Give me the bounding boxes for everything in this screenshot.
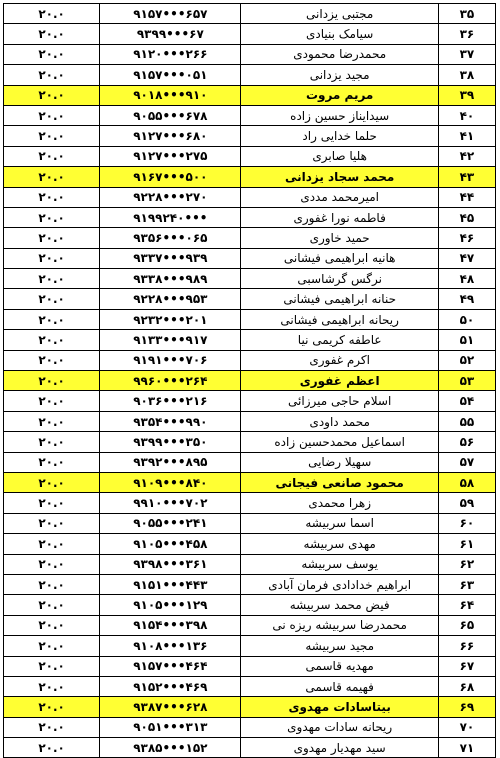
table-row bbox=[4, 289, 496, 309]
name-cell: فاطمه نورا غفوری bbox=[241, 207, 438, 227]
phone-cell: ۹۱۰۵•••۱۲۹ bbox=[100, 595, 241, 615]
name-cell: فهیمه قاسمی bbox=[241, 676, 438, 696]
name-cell: ریحانه ابراهیمی فیشانی bbox=[241, 309, 438, 329]
phone-cell: ۹۱۵۷•••۴۶۴ bbox=[100, 656, 241, 676]
amount-cell: ۲۰.۰ bbox=[4, 697, 100, 717]
name-cell: اسلام حاجی میرزائی bbox=[241, 391, 438, 411]
amount-cell: ۲۰.۰ bbox=[4, 534, 100, 554]
document-page bbox=[3, 3, 496, 758]
row-number-cell: ۴۴ bbox=[438, 187, 495, 207]
phone-cell: ۹۱۰۵•••۴۵۸ bbox=[100, 534, 241, 554]
amount-cell: ۲۰.۰ bbox=[4, 330, 100, 350]
name-cell: محمود صانعی فیجانی bbox=[241, 472, 438, 492]
name-cell: سیدایناز حسین زاده bbox=[241, 105, 438, 125]
amount-cell: ۲۰.۰ bbox=[4, 738, 100, 758]
row-number-cell: ۵۰ bbox=[438, 309, 495, 329]
row-number-cell: ۴۶ bbox=[438, 228, 495, 248]
phone-cell: ۹۹۶۰•••۲۶۴ bbox=[100, 371, 241, 391]
phone-cell: ۹۱۵۲•••۴۶۹ bbox=[100, 676, 241, 696]
amount-cell: ۲۰.۰ bbox=[4, 44, 100, 64]
phone-cell: ۹۲۲۸•••۲۷۰ bbox=[100, 187, 241, 207]
phone-cell: ۹۰۵۵•••۶۷۸ bbox=[100, 105, 241, 125]
name-cell: سهیلا رضایی bbox=[241, 452, 438, 472]
donors-table bbox=[3, 3, 496, 758]
table-row bbox=[4, 656, 496, 676]
table-row bbox=[4, 350, 496, 370]
phone-cell: ۹۳۹۸•••۳۶۱ bbox=[100, 554, 241, 574]
table-row bbox=[4, 595, 496, 615]
name-cell: اکرم غفوری bbox=[241, 350, 438, 370]
name-cell: عاطفه کریمی نیا bbox=[241, 330, 438, 350]
amount-cell: ۲۰.۰ bbox=[4, 717, 100, 737]
name-cell: یوسف سربیشه bbox=[241, 554, 438, 574]
table-row bbox=[4, 248, 496, 268]
row-number-cell: ۵۸ bbox=[438, 472, 495, 492]
name-cell: هلیا صابری bbox=[241, 146, 438, 166]
phone-cell: ۹۳۵۶•••۰۶۵ bbox=[100, 228, 241, 248]
name-cell: اعظم غفوری bbox=[241, 371, 438, 391]
table-row bbox=[4, 574, 496, 594]
table-row bbox=[4, 472, 496, 492]
table-row bbox=[4, 513, 496, 533]
name-cell: محمد داودی bbox=[241, 411, 438, 431]
row-number-cell: ۴۲ bbox=[438, 146, 495, 166]
amount-cell: ۲۰.۰ bbox=[4, 309, 100, 329]
amount-cell: ۲۰.۰ bbox=[4, 269, 100, 289]
table-row bbox=[4, 554, 496, 574]
amount-cell: ۲۰.۰ bbox=[4, 513, 100, 533]
phone-cell: ۹۱۲۷•••۶۸۰ bbox=[100, 126, 241, 146]
name-cell: ابراهیم خدادادی فرمان آبادی bbox=[241, 574, 438, 594]
table-row bbox=[4, 44, 496, 64]
table-row bbox=[4, 411, 496, 431]
row-number-cell: ۶۵ bbox=[438, 615, 495, 635]
row-number-cell: ۵۵ bbox=[438, 411, 495, 431]
name-cell: فیض محمد سربیشه bbox=[241, 595, 438, 615]
name-cell: سیامک بنیادی bbox=[241, 24, 438, 44]
table-row bbox=[4, 432, 496, 452]
phone-cell: ۹۱۳۳•••۹۱۷ bbox=[100, 330, 241, 350]
phone-cell: ۹۳۹۹•••۳۵۰ bbox=[100, 432, 241, 452]
row-number-cell: ۴۹ bbox=[438, 289, 495, 309]
name-cell: اسماعیل محمدحسین زاده bbox=[241, 432, 438, 452]
name-cell: بیتاسادات مهدوی bbox=[241, 697, 438, 717]
row-number-cell: ۴۵ bbox=[438, 207, 495, 227]
amount-cell: ۲۰.۰ bbox=[4, 228, 100, 248]
row-number-cell: ۶۱ bbox=[438, 534, 495, 554]
amount-cell: ۲۰.۰ bbox=[4, 4, 100, 24]
phone-cell: ۹۰۱۸•••۹۱۰ bbox=[100, 85, 241, 105]
row-number-cell: ۳۷ bbox=[438, 44, 495, 64]
name-cell: هانیه ابراهیمی فیشانی bbox=[241, 248, 438, 268]
table-row bbox=[4, 697, 496, 717]
amount-cell: ۲۰.۰ bbox=[4, 167, 100, 187]
row-number-cell: ۳۹ bbox=[438, 85, 495, 105]
row-number-cell: ۶۴ bbox=[438, 595, 495, 615]
table-row bbox=[4, 676, 496, 696]
amount-cell: ۲۰.۰ bbox=[4, 126, 100, 146]
table-row bbox=[4, 24, 496, 44]
amount-cell: ۲۰.۰ bbox=[4, 371, 100, 391]
phone-cell: ۹۱۵۱•••۴۴۳ bbox=[100, 574, 241, 594]
amount-cell: ۲۰.۰ bbox=[4, 574, 100, 594]
name-cell: حمید خاوری bbox=[241, 228, 438, 248]
phone-cell: ۹۳۹۹•••۶۷ bbox=[100, 24, 241, 44]
row-number-cell: ۵۶ bbox=[438, 432, 495, 452]
row-number-cell: ۵۳ bbox=[438, 371, 495, 391]
phone-cell: ۹۲۳۲•••۲۰۱ bbox=[100, 309, 241, 329]
phone-cell: ۹۱۲۷•••۲۷۵ bbox=[100, 146, 241, 166]
table-row bbox=[4, 371, 496, 391]
amount-cell: ۲۰.۰ bbox=[4, 187, 100, 207]
table-row bbox=[4, 187, 496, 207]
name-cell: سید مهدیار مهدوی bbox=[241, 738, 438, 758]
amount-cell: ۲۰.۰ bbox=[4, 65, 100, 85]
amount-cell: ۲۰.۰ bbox=[4, 636, 100, 656]
phone-cell: ۹۱۵۴•••۳۹۸ bbox=[100, 615, 241, 635]
table-row bbox=[4, 207, 496, 227]
row-number-cell: ۴۷ bbox=[438, 248, 495, 268]
phone-cell: ۹۱۵۷•••۰۵۱ bbox=[100, 65, 241, 85]
row-number-cell: ۶۷ bbox=[438, 656, 495, 676]
amount-cell: ۲۰.۰ bbox=[4, 350, 100, 370]
phone-cell: ۹۱۶۷•••۵۰۰ bbox=[100, 167, 241, 187]
row-number-cell: ۴۳ bbox=[438, 167, 495, 187]
phone-cell: ۹۳۳۷•••۹۳۹ bbox=[100, 248, 241, 268]
row-number-cell: ۶۸ bbox=[438, 676, 495, 696]
amount-cell: ۲۰.۰ bbox=[4, 554, 100, 574]
row-number-cell: ۶۲ bbox=[438, 554, 495, 574]
phone-cell: ۹۳۵۴•••۹۹۰ bbox=[100, 411, 241, 431]
table-row bbox=[4, 167, 496, 187]
name-cell: محمد سجاد یزدانی bbox=[241, 167, 438, 187]
table-row bbox=[4, 636, 496, 656]
amount-cell: ۲۰.۰ bbox=[4, 391, 100, 411]
row-number-cell: ۵۹ bbox=[438, 493, 495, 513]
phone-cell: ۹۱۵۷•••۶۵۷ bbox=[100, 4, 241, 24]
amount-cell: ۲۰.۰ bbox=[4, 207, 100, 227]
table-row bbox=[4, 534, 496, 554]
amount-cell: ۲۰.۰ bbox=[4, 24, 100, 44]
row-number-cell: ۳۶ bbox=[438, 24, 495, 44]
phone-cell: ۹۱۰۹•••۸۴۰ bbox=[100, 472, 241, 492]
table-row bbox=[4, 65, 496, 85]
row-number-cell: ۵۴ bbox=[438, 391, 495, 411]
amount-cell: ۲۰.۰ bbox=[4, 432, 100, 452]
table-row bbox=[4, 269, 496, 289]
name-cell: حلما خدایی راد bbox=[241, 126, 438, 146]
phone-cell: ۹۲۲۸•••۹۵۳ bbox=[100, 289, 241, 309]
phone-cell: ۹۱۲۰•••۲۶۶ bbox=[100, 44, 241, 64]
row-number-cell: ۴۰ bbox=[438, 105, 495, 125]
phone-cell: ۹۳۸۵•••۱۵۲ bbox=[100, 738, 241, 758]
phone-cell: ۹۰۵۵•••۲۴۱ bbox=[100, 513, 241, 533]
amount-cell: ۲۰.۰ bbox=[4, 452, 100, 472]
amount-cell: ۲۰.۰ bbox=[4, 676, 100, 696]
amount-cell: ۲۰.۰ bbox=[4, 289, 100, 309]
row-number-cell: ۳۵ bbox=[438, 4, 495, 24]
table-row bbox=[4, 85, 496, 105]
table-row bbox=[4, 309, 496, 329]
name-cell: حنانه ابراهیمی فیشانی bbox=[241, 289, 438, 309]
amount-cell: ۲۰.۰ bbox=[4, 85, 100, 105]
name-cell: ریحانه سادات مهدوی bbox=[241, 717, 438, 737]
name-cell: مجید یزدانی bbox=[241, 65, 438, 85]
amount-cell: ۲۰.۰ bbox=[4, 146, 100, 166]
phone-cell: ۹۰۵۱•••۳۱۳ bbox=[100, 717, 241, 737]
row-number-cell: ۷۰ bbox=[438, 717, 495, 737]
row-number-cell: ۴۱ bbox=[438, 126, 495, 146]
phone-cell: ۹۳۸۷•••۶۲۸ bbox=[100, 697, 241, 717]
phone-cell: ۹۹۱۰•••۷۰۲ bbox=[100, 493, 241, 513]
phone-cell: ۹۱۹۱•••۷۰۶ bbox=[100, 350, 241, 370]
phone-cell: ۹۰۳۶•••۲۱۶ bbox=[100, 391, 241, 411]
row-number-cell: ۵۷ bbox=[438, 452, 495, 472]
amount-cell: ۲۰.۰ bbox=[4, 615, 100, 635]
table-row bbox=[4, 330, 496, 350]
name-cell: امیرمحمد مددی bbox=[241, 187, 438, 207]
table-row bbox=[4, 493, 496, 513]
amount-cell: ۲۰.۰ bbox=[4, 411, 100, 431]
table-row bbox=[4, 452, 496, 472]
phone-cell: ۹۱۰۸•••۱۳۶ bbox=[100, 636, 241, 656]
name-cell: محمدرضا سربیشه ریزه نی bbox=[241, 615, 438, 635]
table-row bbox=[4, 717, 496, 737]
row-number-cell: ۴۸ bbox=[438, 269, 495, 289]
row-number-cell: ۶۹ bbox=[438, 697, 495, 717]
table-row bbox=[4, 391, 496, 411]
row-number-cell: ۳۸ bbox=[438, 65, 495, 85]
name-cell: اسما سربیشه bbox=[241, 513, 438, 533]
phone-cell: ۹۱۹۹۲۴۰••• bbox=[100, 207, 241, 227]
amount-cell: ۲۰.۰ bbox=[4, 656, 100, 676]
table-row bbox=[4, 4, 496, 24]
table-row bbox=[4, 105, 496, 125]
table-row bbox=[4, 615, 496, 635]
row-number-cell: ۵۱ bbox=[438, 330, 495, 350]
row-number-cell: ۷۱ bbox=[438, 738, 495, 758]
name-cell: مهدی سربیشه bbox=[241, 534, 438, 554]
row-number-cell: ۵۲ bbox=[438, 350, 495, 370]
table-row bbox=[4, 738, 496, 758]
amount-cell: ۲۰.۰ bbox=[4, 595, 100, 615]
name-cell: مجید سربیشه bbox=[241, 636, 438, 656]
row-number-cell: ۶۳ bbox=[438, 574, 495, 594]
phone-cell: ۹۳۳۸•••۹۸۹ bbox=[100, 269, 241, 289]
table-row bbox=[4, 228, 496, 248]
donors-table-body bbox=[4, 4, 496, 758]
table-row bbox=[4, 146, 496, 166]
amount-cell: ۲۰.۰ bbox=[4, 493, 100, 513]
name-cell: مریم مروت bbox=[241, 85, 438, 105]
name-cell: مهدیه قاسمی bbox=[241, 656, 438, 676]
row-number-cell: ۶۶ bbox=[438, 636, 495, 656]
phone-cell: ۹۳۹۲•••۸۹۵ bbox=[100, 452, 241, 472]
name-cell: نرگس گرشاسبی bbox=[241, 269, 438, 289]
amount-cell: ۲۰.۰ bbox=[4, 105, 100, 125]
amount-cell: ۲۰.۰ bbox=[4, 472, 100, 492]
name-cell: مجتبی یزدانی bbox=[241, 4, 438, 24]
amount-cell: ۲۰.۰ bbox=[4, 248, 100, 268]
table-row bbox=[4, 126, 496, 146]
row-number-cell: ۶۰ bbox=[438, 513, 495, 533]
name-cell: محمدرضا محمودی bbox=[241, 44, 438, 64]
name-cell: زهرا محمدی bbox=[241, 493, 438, 513]
